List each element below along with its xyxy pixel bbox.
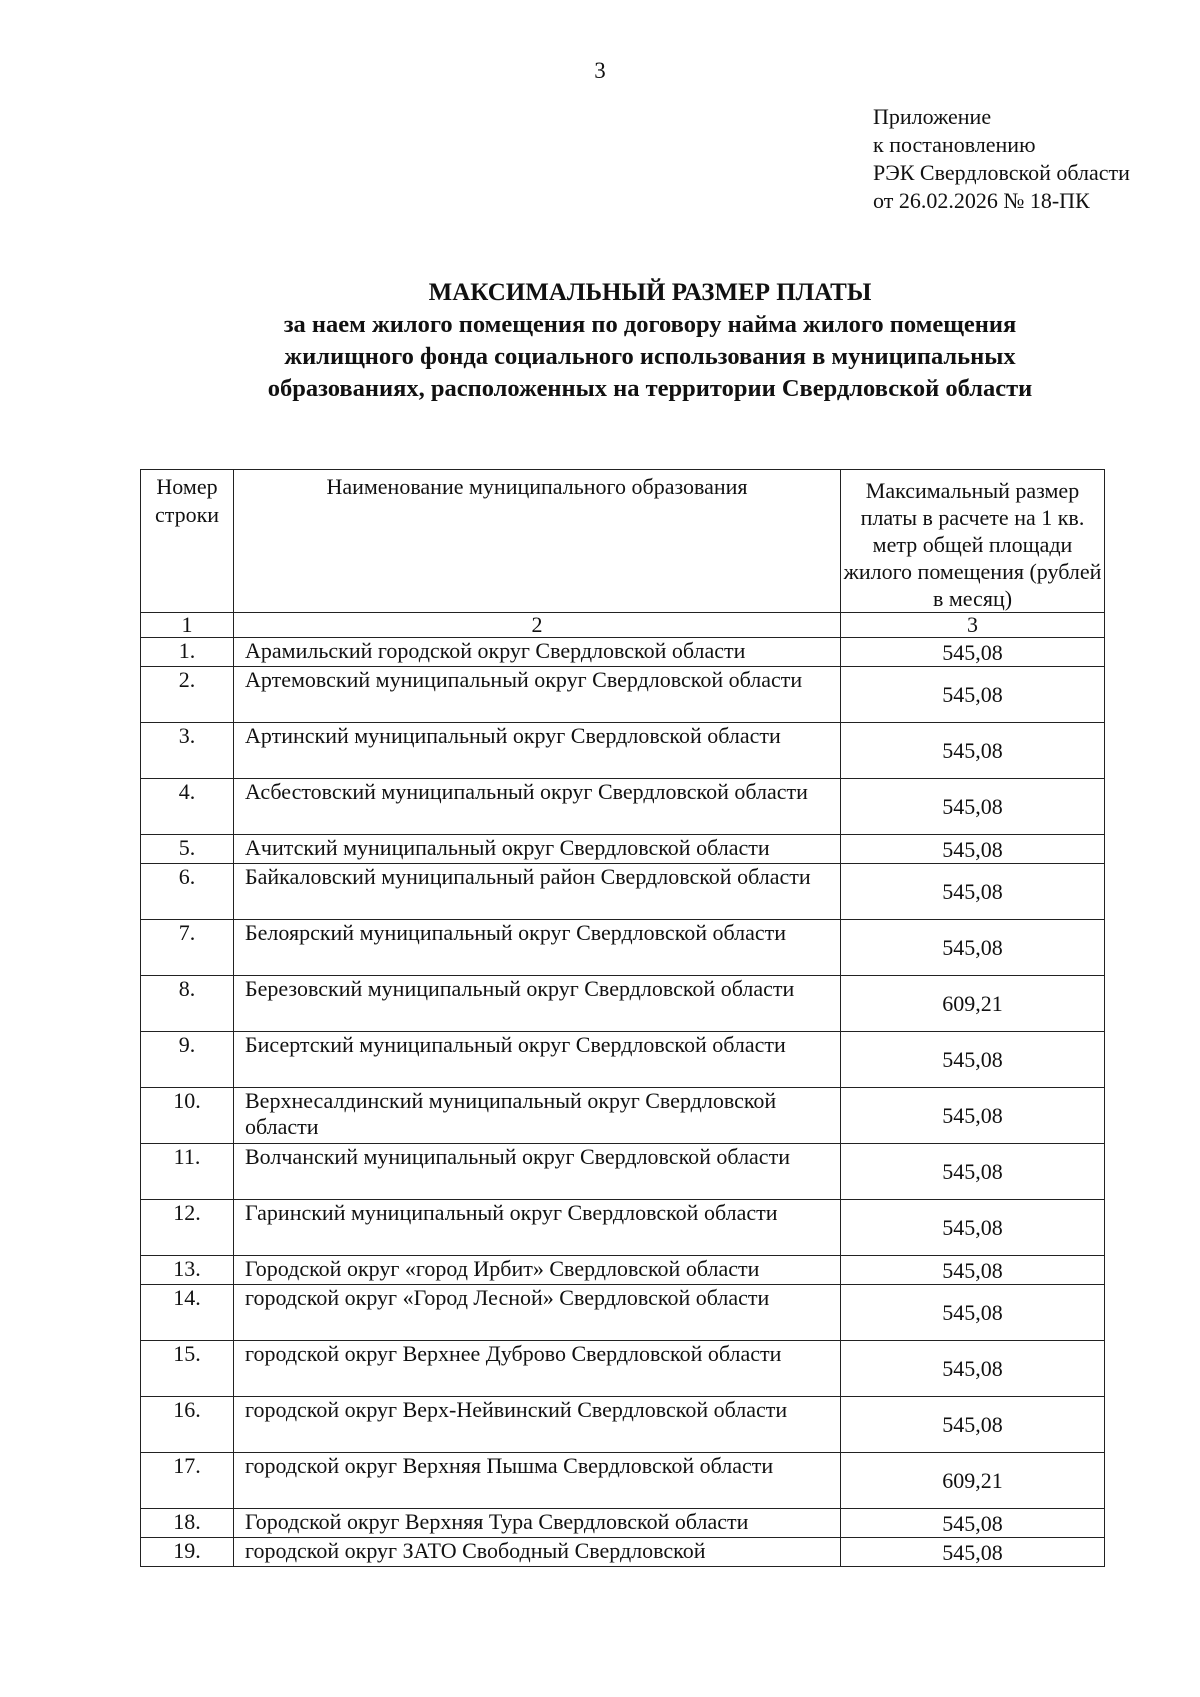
max-fee-value: 609,21 — [841, 1453, 1105, 1509]
column-numbers-row — [141, 613, 1105, 638]
max-fee-value: 545,08 — [841, 638, 1105, 667]
row-number: 2. — [141, 667, 234, 723]
max-fee-value: 545,08 — [841, 779, 1105, 835]
max-fee-value: 545,08 — [841, 1144, 1105, 1200]
max-fee-value: 545,08 — [841, 1032, 1105, 1088]
table-row — [141, 1341, 1105, 1397]
header-municipality-name: Наименование муниципального образования — [234, 470, 841, 613]
row-number: 13. — [141, 1256, 234, 1285]
table-row — [141, 1397, 1105, 1453]
table-row — [141, 1509, 1105, 1538]
appendix-line: от 26.02.2026 № 18-ПК — [873, 188, 1090, 213]
table-row — [141, 638, 1105, 667]
max-fee-value: 609,21 — [841, 976, 1105, 1032]
header-max-fee: Максимальный размер платы в расчете на 1 кв. метр общей площади жилого помещения (рублей в месяц) — [841, 470, 1105, 613]
table-row — [141, 1144, 1105, 1200]
row-number: 14. — [141, 1285, 234, 1341]
row-number: 6. — [141, 864, 234, 920]
table-row — [141, 779, 1105, 835]
table-header-row — [141, 470, 1105, 613]
municipality-name: Арамильский городской округ Свердловской области — [234, 638, 841, 667]
row-number: 9. — [141, 1032, 234, 1088]
municipality-name: Городской округ Верхняя Тура Свердловской области — [234, 1509, 841, 1538]
rates-table — [140, 469, 1105, 1567]
row-number: 3. — [141, 723, 234, 779]
municipality-name: Белоярский муниципальный округ Свердловской области — [234, 920, 841, 976]
row-number: 8. — [141, 976, 234, 1032]
max-fee-value: 545,08 — [841, 1285, 1105, 1341]
municipality-name: городской округ ЗАТО Свободный Свердловской — [234, 1538, 841, 1567]
table-row — [141, 976, 1105, 1032]
header-row-number: Номер строки — [141, 470, 234, 613]
municipality-name: Бисертский муниципальный округ Свердловской области — [234, 1032, 841, 1088]
column-number: 2 — [234, 613, 841, 638]
municipality-name: Березовский муниципальный округ Свердловской области — [234, 976, 841, 1032]
document-title — [150, 276, 1150, 405]
municipality-name: Городской округ «город Ирбит» Свердловской области — [234, 1256, 841, 1285]
max-fee-value: 545,08 — [841, 1200, 1105, 1256]
max-fee-value: 545,08 — [841, 835, 1105, 864]
column-number: 1 — [141, 613, 234, 638]
max-fee-value: 545,08 — [841, 1397, 1105, 1453]
table-row — [141, 723, 1105, 779]
row-number: 17. — [141, 1453, 234, 1509]
municipality-name: Асбестовский муниципальный округ Свердловской области — [234, 779, 841, 835]
municipality-name: городской округ Верхнее Дуброво Свердловской области — [234, 1341, 841, 1397]
table-row — [141, 835, 1105, 864]
table-row — [141, 1453, 1105, 1509]
municipality-name: Верхнесалдинский муниципальный округ Свердловской области — [234, 1088, 841, 1144]
municipality-name: Байкаловский муниципальный район Свердловской области — [234, 864, 841, 920]
row-number: 5. — [141, 835, 234, 864]
max-fee-value: 545,08 — [841, 1341, 1105, 1397]
appendix-note — [873, 103, 1130, 215]
table-row — [141, 920, 1105, 976]
appendix-line: РЭК Свердловской области — [873, 160, 1130, 185]
row-number: 7. — [141, 920, 234, 976]
row-number: 11. — [141, 1144, 234, 1200]
max-fee-value: 545,08 — [841, 1256, 1105, 1285]
max-fee-value: 545,08 — [841, 1088, 1105, 1144]
appendix-line: к постановлению — [873, 132, 1036, 157]
row-number: 19. — [141, 1538, 234, 1567]
row-number: 4. — [141, 779, 234, 835]
municipality-name: Артинский муниципальный округ Свердловской области — [234, 723, 841, 779]
row-number: 10. — [141, 1088, 234, 1144]
page-number: 3 — [594, 58, 606, 83]
municipality-name: городской округ «Город Лесной» Свердловской области — [234, 1285, 841, 1341]
table-row — [141, 1032, 1105, 1088]
title-line: за наем жилого помещения по договору найма жилого помещения — [283, 311, 1017, 338]
row-number: 18. — [141, 1509, 234, 1538]
table-row — [141, 864, 1105, 920]
row-number: 12. — [141, 1200, 234, 1256]
max-fee-value: 545,08 — [841, 920, 1105, 976]
column-number: 3 — [841, 613, 1105, 638]
table-row — [141, 1088, 1105, 1144]
max-fee-value: 545,08 — [841, 1509, 1105, 1538]
row-number: 1. — [141, 638, 234, 667]
table-row — [141, 1256, 1105, 1285]
appendix-line: Приложение — [873, 104, 992, 129]
table-row — [141, 1285, 1105, 1341]
municipality-name: Ачитский муниципальный округ Свердловской области — [234, 835, 841, 864]
municipality-name: Гаринский муниципальный округ Свердловской области — [234, 1200, 841, 1256]
max-fee-value: 545,08 — [841, 864, 1105, 920]
row-number: 16. — [141, 1397, 234, 1453]
max-fee-value: 545,08 — [841, 667, 1105, 723]
max-fee-value: 545,08 — [841, 723, 1105, 779]
title-line: жилищного фонда социального использования в муниципальных — [284, 343, 1016, 370]
municipality-name: Артемовский муниципальный округ Свердловской области — [234, 667, 841, 723]
municipality-name: Волчанский муниципальный округ Свердловской области — [234, 1144, 841, 1200]
title-line: образованиях, расположенных на территории Свердловской области — [267, 375, 1033, 402]
table-row — [141, 1200, 1105, 1256]
row-number: 15. — [141, 1341, 234, 1397]
municipality-name: городской округ Верх-Нейвинский Свердловской области — [234, 1397, 841, 1453]
title-main: МАКСИМАЛЬНЫЙ РАЗМЕР ПЛАТЫ — [428, 279, 872, 306]
municipality-name: городской округ Верхняя Пышма Свердловской области — [234, 1453, 841, 1509]
max-fee-value: 545,08 — [841, 1538, 1105, 1567]
table-row — [141, 1538, 1105, 1567]
table-row — [141, 667, 1105, 723]
